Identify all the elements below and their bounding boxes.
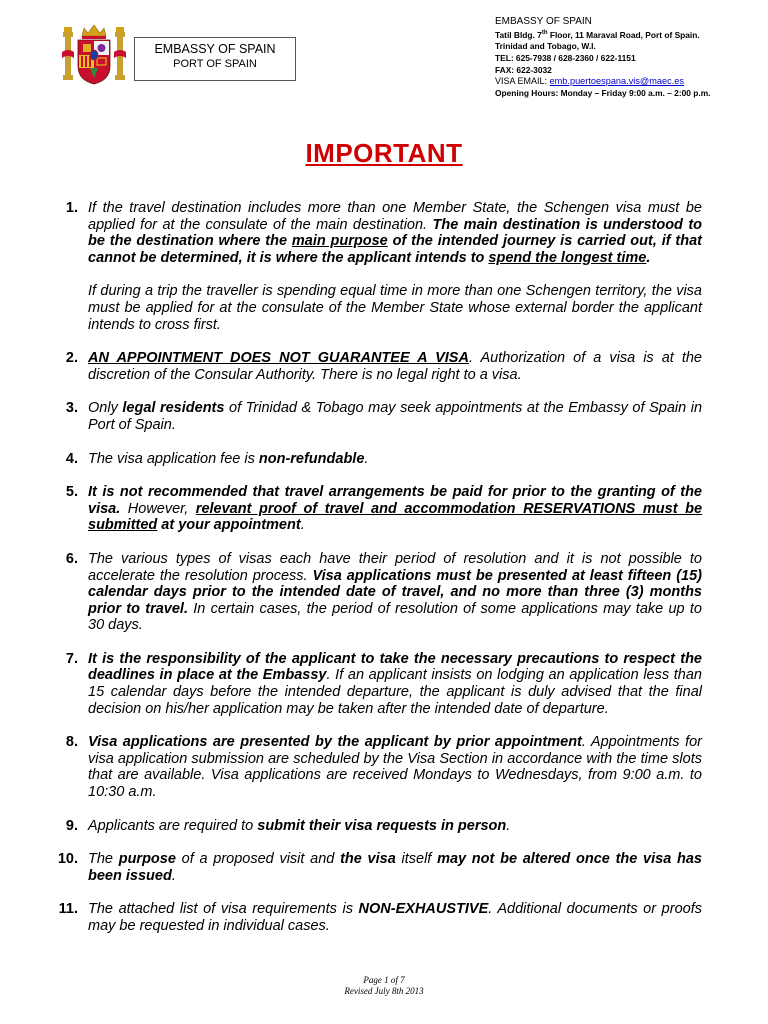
list-item: 5. It is not recommended that travel arrangements be paid for prior to the granting of the visa. However, relevant proof of travel and accommodation RESERVATIONS must be submitted at your appointment.	[65, 484, 703, 534]
visa-email-link[interactable]: emb.puertoespana.vis@maec.es	[549, 76, 684, 87]
list-item: 2. AN APPOINTMENT DOES NOT GUARANTEE A VISA. Authorization of a visa is at the discretion of the Consular Authority. There is no legal right to a visa.	[65, 350, 702, 383]
list-item: 9. Applicants are required to submit their visa requests in person.	[65, 817, 511, 834]
fax: FAX: 622-3032	[495, 64, 552, 75]
important-list	[48, 200, 702, 952]
opening-hours: Opening Hours: Monday – Friday 9:00 a.m. – 2:00 p.m.	[495, 87, 711, 98]
revision-date: Revised July 8th 2013	[344, 986, 424, 996]
list-item: 3. Only legal residents of Trinidad & Tobago may seek appointments at the Embassy of Spain in Port of Spain.	[65, 400, 703, 433]
visa-email-line: VISA EMAIL: emb.puertoespana.vis@maec.es	[495, 76, 684, 87]
embassy-name: EMBASSY OF SPAIN	[154, 42, 276, 56]
page-title: IMPORTANT	[305, 138, 463, 168]
address-line-2: Trinidad and Tobago, W.I.	[495, 41, 596, 52]
list-item: 4. The visa application fee is non-refundable.	[65, 450, 369, 467]
list-item: 10. The purpose of a proposed visit and the visa itself may not be altered once the visa has been issued.	[57, 851, 702, 884]
list-item: 1. If the travel destination includes more than one Member State, the Schengen visa must be applied for at the consulate of the main destination. The main destination is understood to be the destination where the main purpose of the intended journey is carried out, if that cannot be determined, it is where the applicant intends to spend the longest time. If during a trip the traveller is spending equal time in more than one Schengen territory, the visa must be applied for at the consulate of the Member State whose external border the applicant intends to cross first.	[65, 200, 703, 333]
list-item: 8. Visa applications are presented by the applicant by prior appointment. Appointments for visa application submission are scheduled by the Visa Section in accordance with the time slots that are available. Visa applications are received Mondays to Wednesdays, from 9:00 a.m. to 10:30 a.m.	[65, 734, 703, 801]
spain-coat-of-arms-icon	[62, 22, 126, 86]
contact-block	[495, 16, 710, 99]
address-line-1: Tatil Bldg. 7th Floor, 11 Maraval Road, Port of Spain.	[495, 29, 700, 40]
embassy-location: PORT OF SPAIN	[173, 58, 257, 70]
telephone: TEL: 625-7938 / 628-2360 / 622-1151	[495, 52, 636, 63]
page-footer	[0, 975, 768, 997]
embassy-name-box	[134, 37, 296, 81]
list-item: 11. The attached list of visa requirements is NON-EXHAUSTIVE. Additional documents or proofs may be requested in individual cases.	[58, 901, 702, 934]
contact-title: EMBASSY OF SPAIN	[495, 16, 592, 27]
list-item: 6. The various types of visas each have their period of resolution and it is not possible to accelerate the resolution process. Visa applications must be presented at least fifteen (15) calendar days prior to the intended date of travel, and no more than three (3) months prior to travel. In certain cases, the period of resolution of some applications may take up to 30 days.	[65, 550, 703, 634]
list-item: 7. It is the responsibility of the applicant to take the necessary precautions to respect the deadlines in place at the Embassy. If an applicant insists on lodging an application less than 15 calendar days before the intended departure, the applicant is duly advised that the final decision on his/her application may be taken after the intended date of departure.	[65, 650, 702, 717]
page-number: Page 1 of 7	[363, 975, 405, 985]
